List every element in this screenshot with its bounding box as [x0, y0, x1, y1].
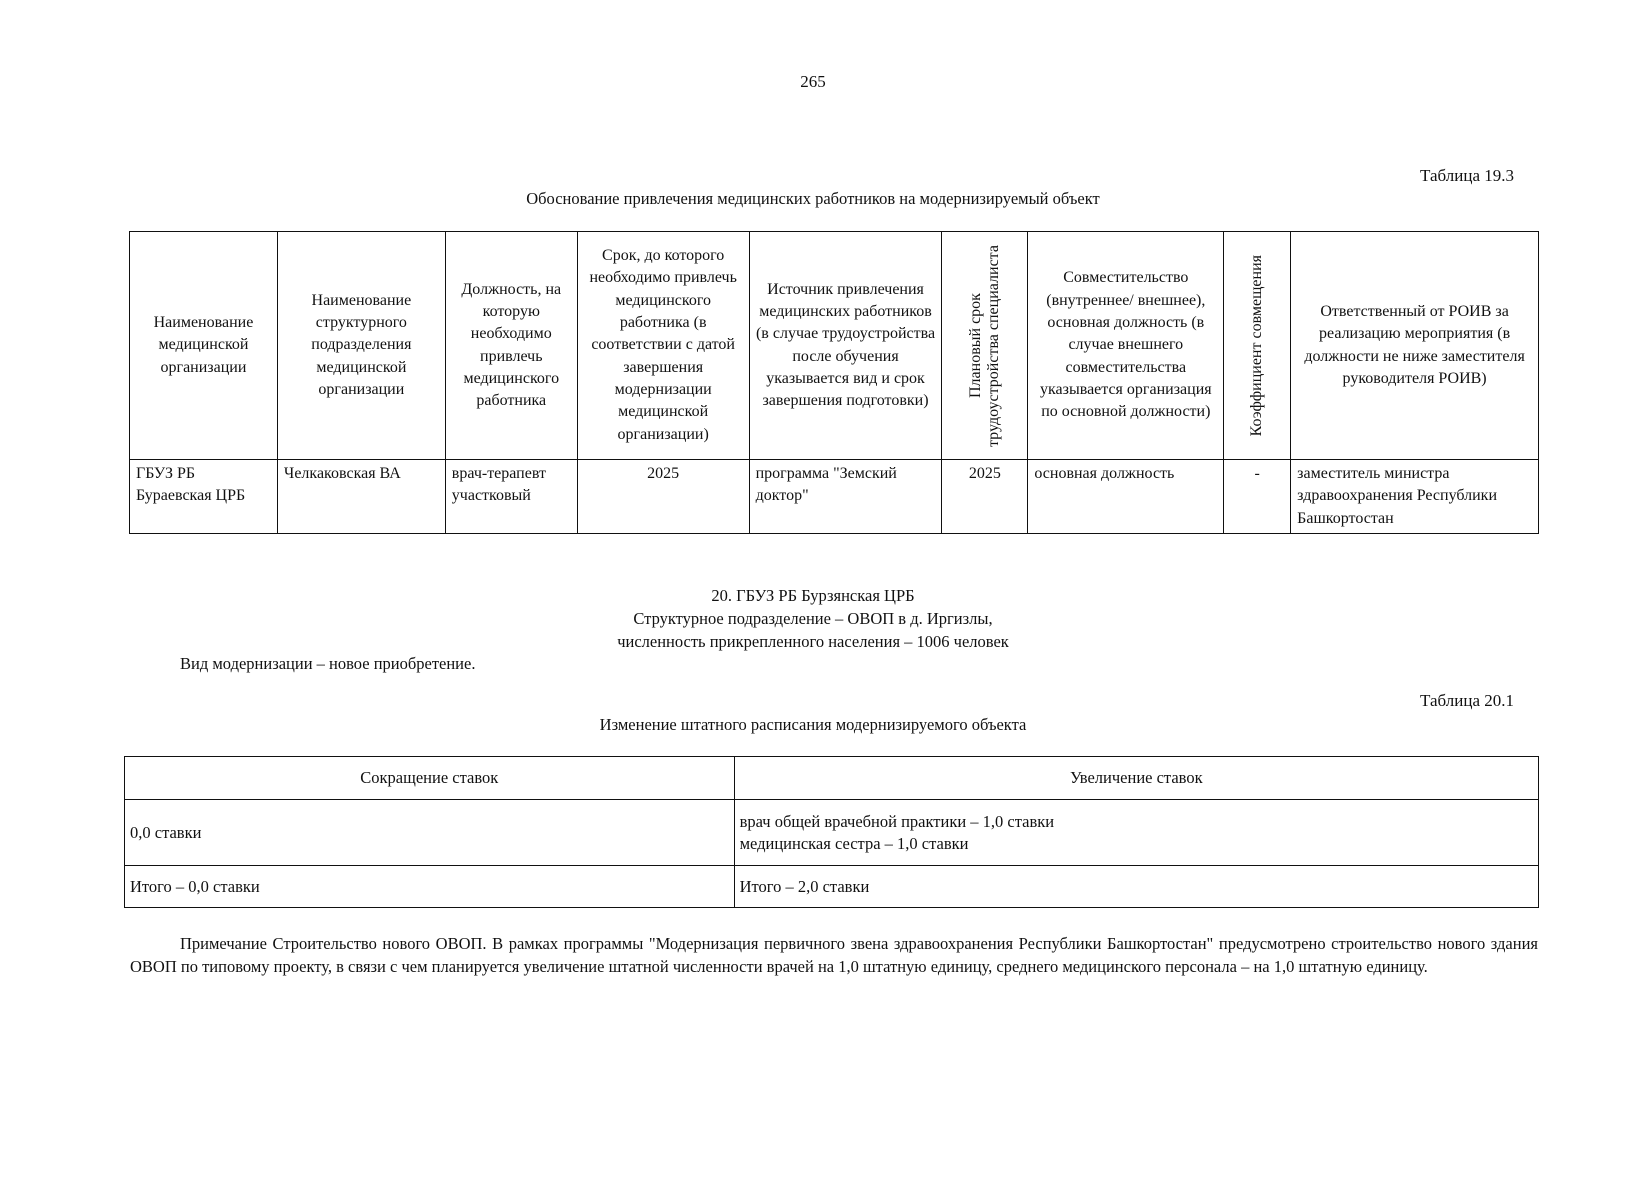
note-paragraph: Примечание Строительство нового ОВОП. В рамках программы "Модернизация первичного звена здравоохранения Республики Башкортостан" предусмотрено строительство нового здания ОВОП по типовому проекту, в связи с чем планируется увеличение штатной численности врачей на 1,0 штатную единицу, среднего медицинского персонала – на 1,0 штатную единицу. — [130, 934, 1538, 976]
table-row — [125, 800, 1539, 866]
header-coefficient-label: Коэффициент совмещения — [1248, 254, 1266, 437]
header-combination: Совместительство (внутреннее/ внешнее), основная должность (в случае внешнего совместительства указывается организация по основной должности) — [1028, 232, 1224, 460]
section-title: 20. ГБУЗ РБ Бурзянская ЦРБ — [711, 586, 915, 605]
section-subdivision: Структурное подразделение – ОВОП в д. Иргизлы, — [633, 609, 993, 628]
staff-schedule-change-table — [124, 756, 1539, 908]
table-label-20-1: Таблица 20.1 — [1420, 691, 1514, 710]
page-number: 265 — [800, 72, 826, 91]
cell-combination: основная должность — [1028, 460, 1224, 534]
increase-line: медицинская сестра – 1,0 ставки — [739, 833, 969, 853]
cell-organization: ГБУЗ РБ Бураевская ЦРБ — [130, 460, 278, 534]
header-combination-coefficient — [1224, 232, 1291, 460]
table-header-row — [125, 757, 1539, 800]
table-total-row — [125, 866, 1539, 908]
header-planned-employment-label: Плановый срок трудоустройства специалиста — [966, 244, 1002, 447]
cell-increase — [734, 800, 1538, 866]
cell-total-reduction: Итого – 0,0 ставки — [125, 866, 735, 908]
cell-position: врач-терапевт участковый — [445, 460, 577, 534]
header-position: Должность, на которую необходимо привлечь медицинского работника — [445, 232, 577, 460]
cell-total-increase: Итого – 2,0 ставки — [734, 866, 1538, 908]
cell-responsible: заместитель министра здравоохранения Республики Башкортостан — [1291, 460, 1539, 534]
table-caption-20-1: Изменение штатного расписания модернизируемого объекта — [599, 715, 1027, 734]
section-population: численность прикрепленного населения – 1006 человек — [617, 632, 1009, 651]
header-subdivision: Наименование структурного подразделения медицинской организации — [277, 232, 445, 460]
cell-coefficient: - — [1224, 460, 1291, 534]
header-planned-employment — [942, 232, 1028, 460]
header-reduction: Сокращение ставок — [125, 757, 735, 800]
header-organization: Наименование медицинской организации — [130, 232, 278, 460]
header-increase: Увеличение ставок — [734, 757, 1538, 800]
table-header-row — [130, 232, 1539, 460]
staffing-justification-table — [129, 231, 1539, 534]
increase-line: врач общей врачебной практики – 1,0 ставки — [739, 811, 1055, 831]
table-label-19-3: Таблица 19.3 — [1420, 166, 1514, 185]
cell-reduction: 0,0 ставки — [125, 800, 735, 866]
cell-planned-employment: 2025 — [942, 460, 1028, 534]
cell-deadline: 2025 — [577, 460, 749, 534]
table-row — [130, 460, 1539, 534]
header-responsible: Ответственный от РОИВ за реализацию мероприятия (в должности не ниже заместителя руководителя РОИВ) — [1291, 232, 1539, 460]
modernization-type: Вид модернизации – новое приобретение. — [180, 654, 476, 673]
header-source: Источник привлечения медицинских работников (в случае трудоустройства после обучения указывается вид и срок завершения подготовки) — [749, 232, 942, 460]
cell-source: программа "Земский доктор" — [749, 460, 942, 534]
header-deadline: Срок, до которого необходимо привлечь медицинского работника (в соответствии с датой завершения модернизации медицинской организации) — [577, 232, 749, 460]
table-caption-19-3: Обоснование привлечения медицинских работников на модернизируемый объект — [526, 189, 1100, 208]
cell-subdivision: Челкаковская ВА — [277, 460, 445, 534]
